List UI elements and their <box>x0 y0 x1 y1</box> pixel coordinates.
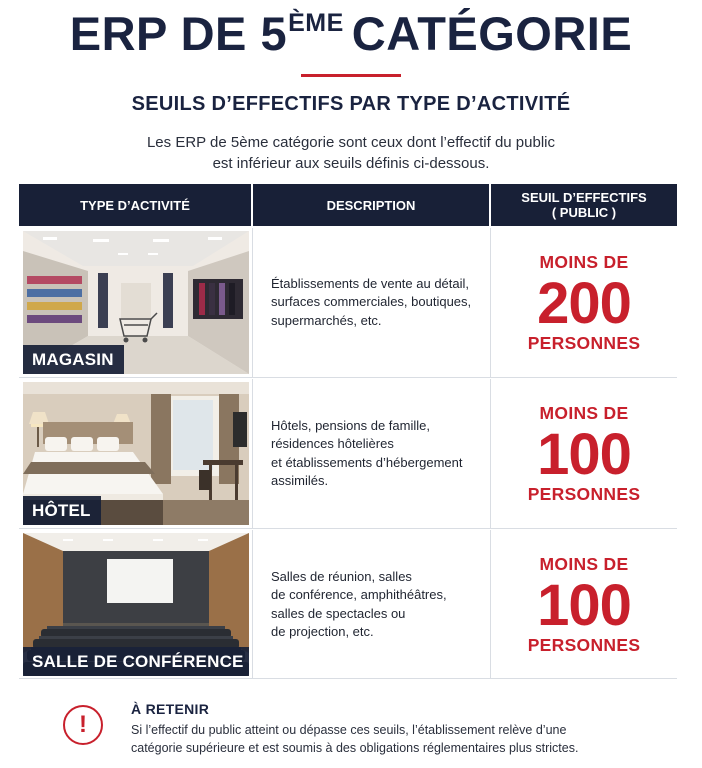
header-type <box>19 184 251 226</box>
hotel-room-photo <box>23 382 249 525</box>
description-line: de projection, etc. <box>271 624 374 639</box>
header-type-label: TYPE D’ACTIVITÉ <box>80 197 190 213</box>
row-label: MAGASIN <box>23 345 124 374</box>
description-line: Salles de réunion, salles <box>271 568 412 584</box>
row-seuil-cell <box>491 379 677 528</box>
row-description <box>271 275 471 331</box>
row-label: SALLE DE CONFÉRENCE <box>23 647 249 676</box>
seuil-suffix: PERSONNES <box>527 634 641 655</box>
intro-line: est inférieur aux seuils définis ci-dessous. <box>212 155 490 172</box>
description-line: supermarchés, etc. <box>271 312 382 328</box>
intro-text <box>0 132 702 174</box>
header-seuil <box>491 184 677 226</box>
table-row <box>19 530 677 679</box>
row-seuil-cell <box>491 530 677 679</box>
page-title <box>0 6 702 61</box>
seuil-suffix: PERSONNES <box>527 332 641 353</box>
table-row <box>19 379 677 528</box>
description-line: assimilés. <box>271 473 329 488</box>
description-line: Hôtels, pensions de famille, <box>271 417 430 433</box>
seuil-value: 100 <box>537 421 631 487</box>
store-photo <box>23 231 249 374</box>
header-description-label: DESCRIPTION <box>326 197 416 213</box>
note-text <box>131 721 691 757</box>
intro-line: Les ERP de 5ème catégorie sont ceux dont l’effectif du public <box>146 134 556 151</box>
page-subtitle: SEUILS D’EFFECTIFS PAR TYPE D’ACTIVITÉ <box>131 93 571 115</box>
row-description <box>271 417 463 491</box>
note-line: catégorie supérieure et est soumis à des obligations réglementaires plus strictes. <box>131 741 579 755</box>
seuil-prefix: MOINS DE <box>539 553 629 574</box>
description-line: surfaces commerciales, boutiques, <box>271 294 472 310</box>
row-seuil-cell <box>491 228 677 377</box>
header-seuil-line2: ( PUBLIC ) <box>551 205 617 220</box>
note-line: Si l’effectif du public atteint ou dépasse ces seuils, l’établissement relève d’une <box>131 723 567 737</box>
seuil-value: 200 <box>537 270 631 336</box>
row-label: HÔTEL <box>23 496 101 525</box>
row-image-cell <box>19 530 251 679</box>
title-superscript: ÈME <box>288 9 344 37</box>
row-description-cell <box>253 379 489 528</box>
seuil-value: 100 <box>537 572 631 638</box>
row-description-cell <box>253 228 489 377</box>
header-description <box>253 184 489 226</box>
row-image-cell <box>19 379 251 528</box>
note-title: À RETENIR <box>131 701 210 717</box>
table-row <box>19 228 677 377</box>
row-divider <box>19 678 677 679</box>
description-line: de conférence, amphithéâtres, <box>271 587 447 602</box>
header-seuil-line1: SEUIL D’EFFECTIFS <box>521 190 647 205</box>
row-description-cell <box>253 530 489 679</box>
description-line: Établissements de vente au détail, <box>271 275 470 291</box>
title-divider <box>301 74 401 77</box>
description-line: résidences hôtelières <box>271 436 394 451</box>
thresholds-table <box>19 184 677 679</box>
conference-room-photo <box>23 533 249 676</box>
seuil-suffix: PERSONNES <box>527 483 641 504</box>
description-line: et établissements d’hébergement <box>271 454 463 470</box>
seuil-prefix: MOINS DE <box>539 402 629 423</box>
title-suffix: CATÉGORIE <box>351 7 633 60</box>
row-divider <box>19 377 677 378</box>
row-image-cell <box>19 228 251 377</box>
table-header <box>19 184 677 226</box>
exclamation-circle-icon: ! <box>63 705 103 745</box>
title-prefix: ERP DE 5 <box>69 7 288 60</box>
row-divider <box>19 528 677 529</box>
description-line: salles de spectacles ou <box>271 605 406 621</box>
row-description <box>271 568 447 642</box>
seuil-prefix: MOINS DE <box>539 251 629 272</box>
